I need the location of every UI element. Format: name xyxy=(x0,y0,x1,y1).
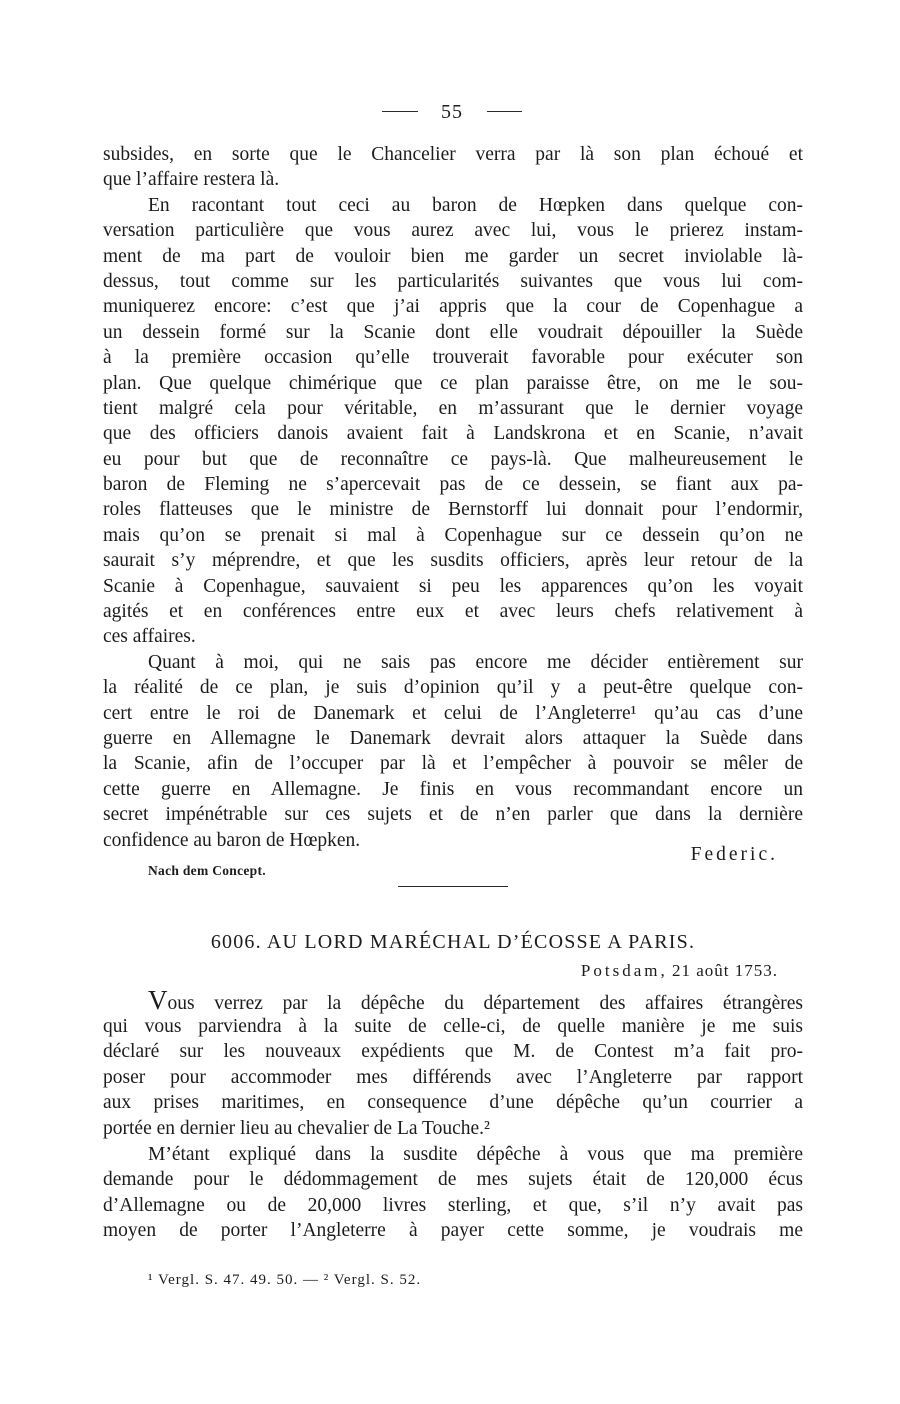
text-line: secret impénétrable sur ces sujets et de n’en parler que dans la dernière xyxy=(103,804,803,826)
signature: Federic. xyxy=(690,844,778,865)
text-line: qui vous parviendra à la suite de celle-ci, de quelle manière je me suis xyxy=(103,1015,803,1037)
section-divider xyxy=(398,886,508,887)
text-line: En racontant tout ceci au baron de Hœpken dans quelque con- xyxy=(148,194,803,216)
text-line: moyen de porter l’Angleterre à payer cette somme, je voudrais me xyxy=(103,1220,803,1242)
text-line: confidence au baron de Hœpken. xyxy=(103,829,361,851)
text-line: ment de ma part de vouloir bien me garder un secret inviolable là- xyxy=(103,245,803,267)
dateline xyxy=(581,960,778,982)
text-line: à la première occasion qu’elle trouverait favorable pour exécuter son xyxy=(103,347,803,369)
header-rule-right xyxy=(487,111,522,112)
letter-6006-body xyxy=(103,988,803,1244)
paragraph xyxy=(103,142,803,193)
text-line: subsides, en sorte que le Chancelier verra par là son plan échoué et xyxy=(103,144,803,165)
text-line: la Scanie, afin de l’occuper par là et l’empêcher à pouvoir se mêler de xyxy=(103,753,803,775)
text-line: ces affaires. xyxy=(103,626,196,648)
text-line: un dessein formé sur la Scanie dont elle voudrait dépouiller la Suède xyxy=(103,321,803,343)
text-line: tient malgré cela pour véritable, en m’assurant que le dernier voyage xyxy=(103,397,803,419)
text-line: plan. Que quelque chimérique que ce plan paraisse être, on me le sou- xyxy=(103,372,803,394)
page-number: 55 xyxy=(441,101,463,123)
text-line: saurait s’y méprendre, et que les susdits officiers, après leur retour de la xyxy=(103,550,803,572)
letter-continued-body xyxy=(103,142,803,853)
text-line: aux prises maritimes, en consequence d’une dépêche qu’un courrier a xyxy=(103,1092,803,1114)
text-line: Scanie à Copenhague, sauvaient si peu les apparences qu’on les voyait xyxy=(103,575,803,597)
paragraph xyxy=(103,193,803,650)
header-rule-left xyxy=(382,111,418,112)
text-line: que des officiers danois avaient fait à Landskrona et en Scanie, n’avait xyxy=(103,423,803,445)
text-line: la réalité de ce plan, je suis d’opinion qu’il y a peut-être quelque con- xyxy=(103,677,803,699)
text-line: mais qu’on se prenait si mal à Copenhague sur ce dessein qu’on ne xyxy=(103,524,803,546)
text-line: déclaré sur les nouveaux expédients que M. de Contest m’a fait pro- xyxy=(103,1041,803,1063)
text-line: poser pour accommoder mes différends avec l’Angleterre par rapport xyxy=(103,1066,803,1088)
paragraph xyxy=(103,650,803,853)
source-note: Nach dem Concept. xyxy=(148,863,266,878)
dateline-place: Potsdam, xyxy=(580,961,668,980)
dateline-date: 21 août 1753. xyxy=(671,961,778,980)
paragraph xyxy=(103,1142,803,1244)
text-line: que l’affaire restera là. xyxy=(103,169,280,191)
text-line: demande pour le dédommagement de mes sujets était de 120,000 écus xyxy=(103,1169,803,1191)
text-line: roles flatteuses que le ministre de Bernstorff lui donnait pour l’endormir, xyxy=(103,499,803,521)
letter-heading: 6006. AU LORD MARÉCHAL D’ÉCOSSE A PARIS. xyxy=(210,931,696,953)
text-line: muniquerez encore: c’est que j’ai appris que la cour de Copenhague a xyxy=(103,296,803,318)
text-line: cert entre le roi de Danemark et celui de l’Angleterre¹ qu’au cas d’une xyxy=(103,702,803,724)
text-line: M’étant expliqué dans la susdite dépêche à vous que ma première xyxy=(148,1143,803,1165)
text-line: d’Allemagne ou de 20,000 livres sterling, et que, s’il n’y avait pas xyxy=(103,1194,803,1216)
text-line: versation particulière que vous aurez avec lui, vous le prierez instam- xyxy=(103,220,803,242)
text-line: agités et en conférences entre eux et avec leurs chefs relativement à xyxy=(103,601,803,623)
text-line: eu pour but que de reconnaître ce pays-là. Que malheureusement le xyxy=(103,448,803,470)
text-line: cette guerre en Allemagne. Je finis en vous recommandant encore un xyxy=(103,778,803,800)
text-line: dessus, tout comme sur les particularités suivantes que vous lui com- xyxy=(103,270,803,292)
text-line: portée en dernier lieu au chevalier de La Touche.² xyxy=(103,1117,490,1139)
paragraph xyxy=(103,988,803,1142)
text-line: Quant à moi, qui ne sais pas encore me décider entièrement sur xyxy=(148,651,803,673)
text-line: Vous verrez par la dépêche du département des affaires étrangères xyxy=(148,988,803,1014)
text-line: baron de Fleming ne s’apercevait pas de ce dessein, se fiant aux pa- xyxy=(103,474,803,496)
footnotes: ¹ Vergl. S. 47. 49. 50. — ² Vergl. S. 52. xyxy=(148,1272,422,1288)
text-line: guerre en Allemagne le Danemark devrait alors attaquer la Suède dans xyxy=(103,727,803,749)
